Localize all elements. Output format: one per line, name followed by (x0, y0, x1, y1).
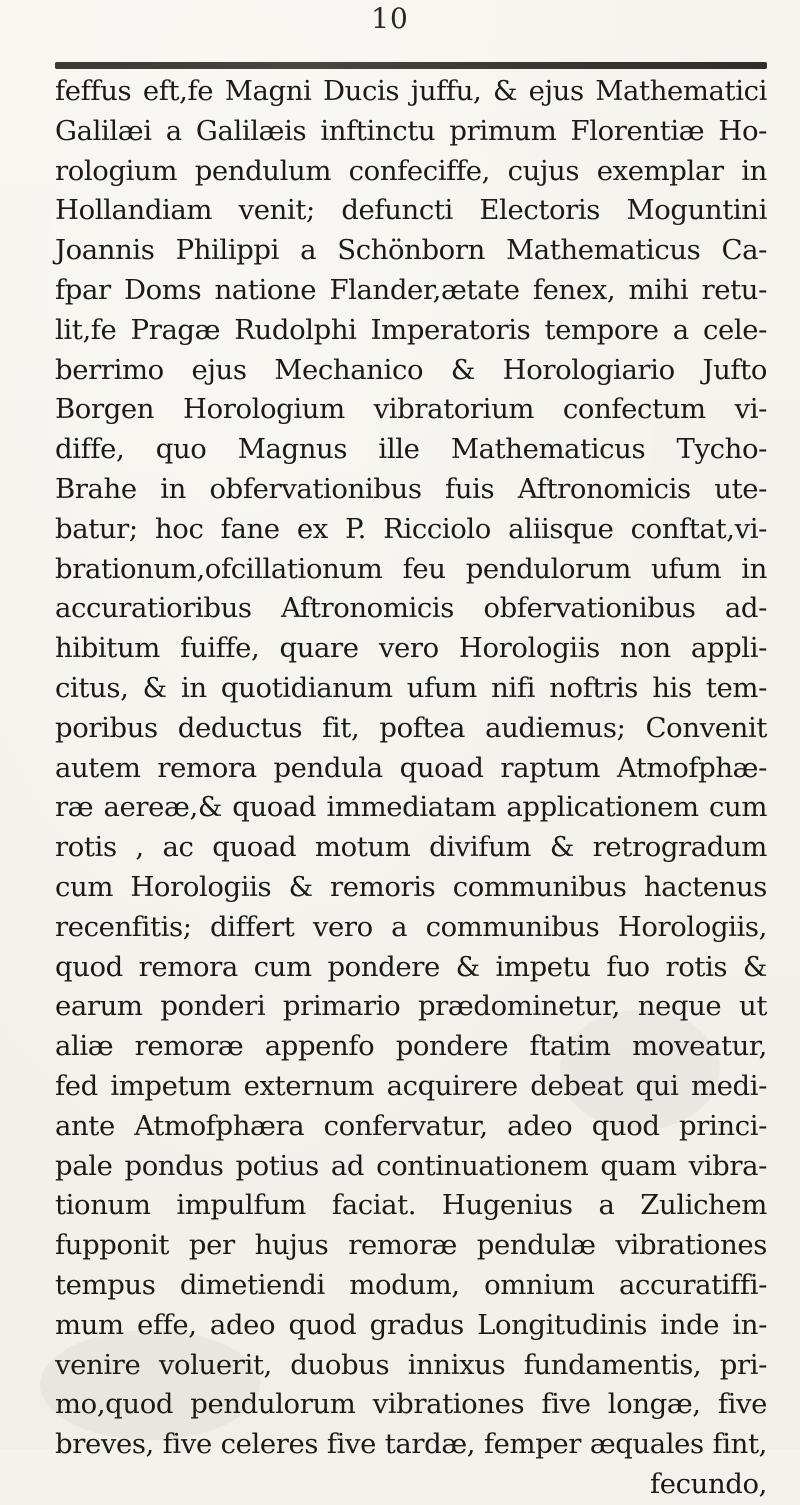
text-line: Galilæi a Galilæis inftinctu primum Florentiæ Ho- (55, 114, 767, 147)
text-line: berrimo ejus Mechanico & Horologiario Jufto (55, 353, 767, 386)
text-line: pale pondus potius ad continuationem quam vibra- (55, 1149, 767, 1182)
text-line: batur; hoc fane ex P. Ricciolo aliisque conftat,vi- (55, 512, 767, 545)
text-line: accuratioribus Aftronomicis obfervationibus ad- (55, 592, 767, 625)
text-line: poribus deductus fit, poftea audiemus; Convenit (55, 711, 767, 744)
text-line: fpar Doms natione Flander,ætate fenex, mihi retu- (55, 273, 767, 306)
text-line: aliæ remoræ appenfo pondere ftatim moveatur, (55, 1030, 767, 1063)
text-line: diffe, quo Magnus ille Mathematicus Tycho- (55, 433, 767, 466)
text-line: lit,fe Pragæ Rudolphi Imperatoris tempore a cele- (55, 313, 767, 346)
text-line: quod remora cum pondere & impetu fuo rotis & (55, 950, 767, 983)
text-line: rotis , ac quoad motum divifum & retrogradum (55, 831, 767, 864)
text-line: feffus eft,fe Magni Ducis juffu, & ejus Mathematici (55, 75, 767, 107)
body-text (55, 72, 767, 1505)
text-line: Brahe in obfervationibus fuis Aftronomicis ute- (55, 472, 767, 505)
text-line: Hollandiam venit; defuncti Electoris Moguntini (55, 194, 767, 227)
text-line: ante Atmofphæra confervatur, adeo quod princi- (55, 1109, 767, 1142)
text-line: breves, five celeres five tardæ, femper æquales fint, (55, 1428, 767, 1461)
text-line: recenfitis; differt vero a communibus Horologiis, (55, 910, 767, 943)
text-line: mum effe, adeo quod gradus Longitudinis inde in- (55, 1308, 767, 1341)
text-line: tionum impulfum faciat. Hugenius a Zulichem (55, 1189, 767, 1222)
text-line: venire voluerit, duobus innixus fundamentis, pri- (55, 1348, 767, 1381)
text-line: ræ aereæ,& quoad immediatam applicationem cum (55, 791, 767, 824)
text-line: brationum,ofcillationum feu pendulorum ufum in (55, 552, 767, 585)
catchword: fecundo, (650, 1467, 767, 1500)
text-line: Borgen Horologium vibratorium confectum vi- (55, 393, 767, 426)
header-rule (55, 62, 767, 69)
text-line: citus, & in quotidianum ufum nifi noftris his tem- (55, 671, 767, 704)
text-line: earum ponderi primario prædominetur, neque ut (55, 990, 767, 1023)
text-line: fed impetum externum acquirere debeat qui medi- (55, 1069, 767, 1102)
text-line: rologium pendulum confeciffe, cujus exemplar in (55, 154, 767, 187)
text-line: autem remora pendula quoad raptum Atmofphæ- (55, 751, 767, 784)
text-line: tempus dimetiendi modum, omnium accuratiffi- (55, 1268, 767, 1301)
text-line: fupponit per hujus remoræ pendulæ vibrationes (55, 1229, 767, 1262)
text-line: hibitum fuiffe, quare vero Horologiis non appli- (55, 632, 767, 665)
page-number: 10 (371, 2, 409, 35)
text-line: Joannis Philippi a Schönborn Mathematicus Ca- (55, 234, 767, 267)
text-line: cum Horologiis & remoris communibus hactenus (55, 870, 767, 903)
text-line: mo,quod pendulorum vibrationes five longæ, five (55, 1388, 767, 1421)
